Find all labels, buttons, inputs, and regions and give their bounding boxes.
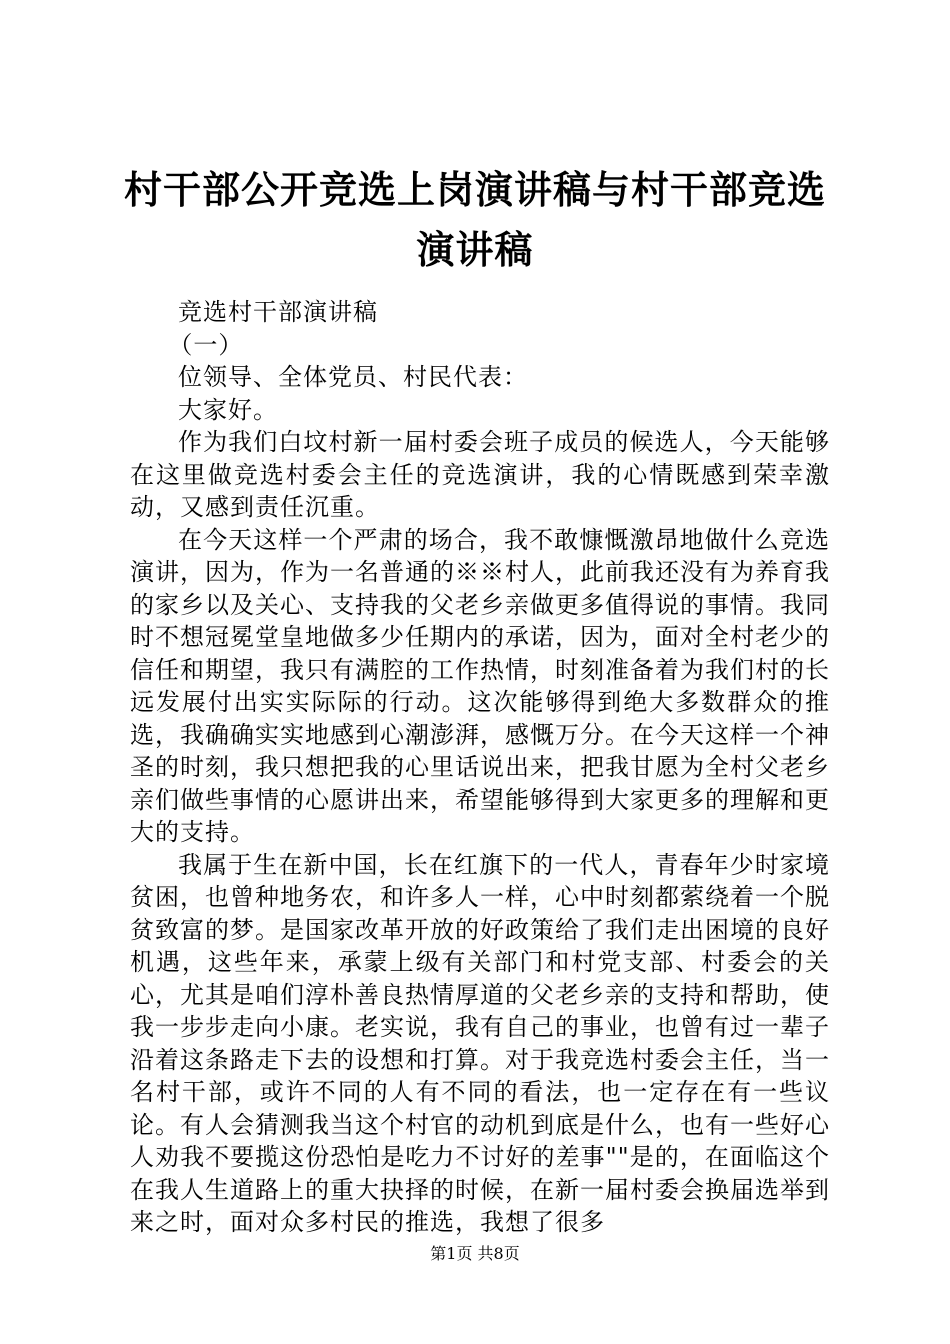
- paragraph-heading: 竞选村干部演讲稿: [178, 298, 378, 326]
- document-body: [130, 296, 830, 1239]
- paragraph-intro: 作为我们白坟村新一届村委会班子成员的候选人，今天能够在这里做竞选村委会主任的竞选演讲，我的心情既感到荣幸激动，又感到责任沉重。: [130, 428, 830, 521]
- document-title: 村干部公开竞选上岗演讲稿与村干部竞选演讲稿: [123, 168, 826, 272]
- paragraph-greeting: 大家好。: [178, 395, 278, 424]
- paragraph-salutation: 位领导、全体党员、村民代表：: [178, 363, 528, 391]
- paragraph-body-1: 在今天这样一个严肃的场合，我不敢慷慨激昂地做什么竞选演讲，因为，作为一名普通的※※村人，此前我还没有为养育我的家乡以及关心、支持我的父老乡亲做更多值得说的事情。我同时不想冠冕堂皇地做多少任期内的承诺，因为，面对全村老少的信任和期望，我只有满腔的工作热情，时刻准备着为我们村的长远发展付出实实际际的行动。这次能够得到绝大多数群众的推选，我确确实实地感到心潮澎湃，感慨万分。在今天这样一个神圣的时刻，我只想把我的心里话说出来，把我甘愿为全村父老乡亲们做些事情的心愿讲出来，希望能够得到大家更多的理解和更大的支持。: [130, 525, 830, 846]
- paragraph-section-number: （一）: [168, 330, 244, 359]
- paragraph-body-2: 我属于生在新中国，长在红旗下的一代人，青春年少时家境贫困，也曾种地务农，和许多人一样，心中时刻都萦绕着一个脱贫致富的梦。是国家改革开放的好政策给了我们走出困境的良好机遇，这些年来，承蒙上级有关部门和村党支部、村委会的关心，尤其是咱们淳朴善良热情厚道的父老乡亲的支持和帮助，使我一步步走向小康。老实说，我有自己的事业，也曾有过一辈子沿着这条路走下去的设想和打算。对于我竞选村委会主任，当一名村干部，或许不同的人有不同的看法，也一定存在有一些议论。有人会猜测我当这个村官的动机到底是什么，也有一些好心人劝我不要揽这份恐怕是吃力不讨好的差事""是的，在面临这个在我人生道路上的重大抉择的时候，在新一届村委会换届选举到来之时，面对众多村民的推选，我想了很多: [130, 850, 830, 1236]
- page-footer: 第1页 共8页: [430, 1244, 520, 1263]
